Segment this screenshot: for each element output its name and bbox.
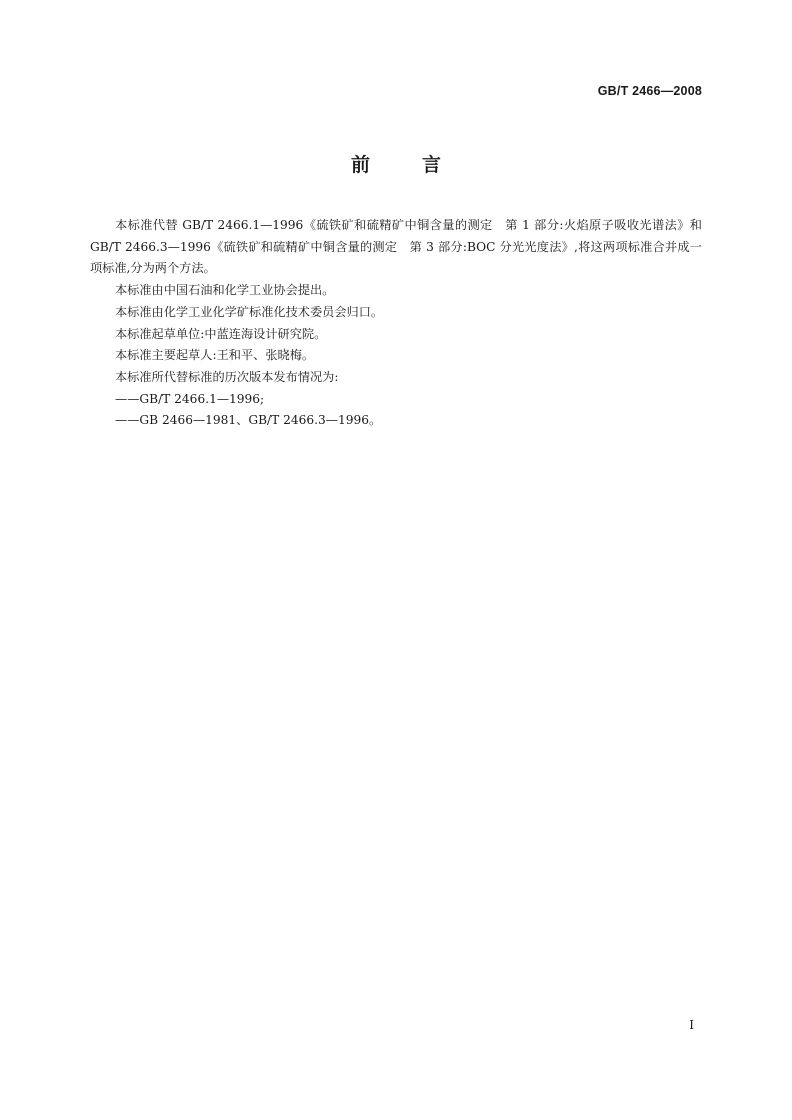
foreword-body xyxy=(90,215,702,432)
paragraph-proposer: 本标准由中国石油和化学工业协会提出。 xyxy=(115,283,335,298)
history-list-item: ——GB 2466—1981、GB/T 2466.3—1996。 xyxy=(115,413,382,428)
paragraph-drafters: 本标准主要起草人:王和平、张晓梅。 xyxy=(115,348,315,363)
paragraph-committee: 本标准由化学工业化学矿标准化技术委员会归口。 xyxy=(115,304,384,319)
paragraph-replacement-note: 本标准代替 GB/T 2466.1—1996《硫铁矿和硫精矿中铜含量的测定 第 1 部分:火焰原子吸收光谱法》和 GB/T 2466.3—1996《硫铁矿和硫精矿中铜含量的测定 第 3 部分:BOC 分光光度法》,将这两项标准合并成一项标准,分为两个方法。 xyxy=(90,218,702,276)
paragraph-history-intro: 本标准所代替标准的历次版本发布情况为: xyxy=(115,369,339,384)
page-title: 前言 xyxy=(350,154,493,176)
page-number: I xyxy=(689,1018,694,1032)
document-code: GB/T 2466—2008 xyxy=(597,84,702,98)
paragraph-drafting-unit: 本标准起草单位:中蓝连海设计研究院。 xyxy=(115,326,327,341)
history-list-item: ——GB/T 2466.1—1996; xyxy=(115,391,265,406)
